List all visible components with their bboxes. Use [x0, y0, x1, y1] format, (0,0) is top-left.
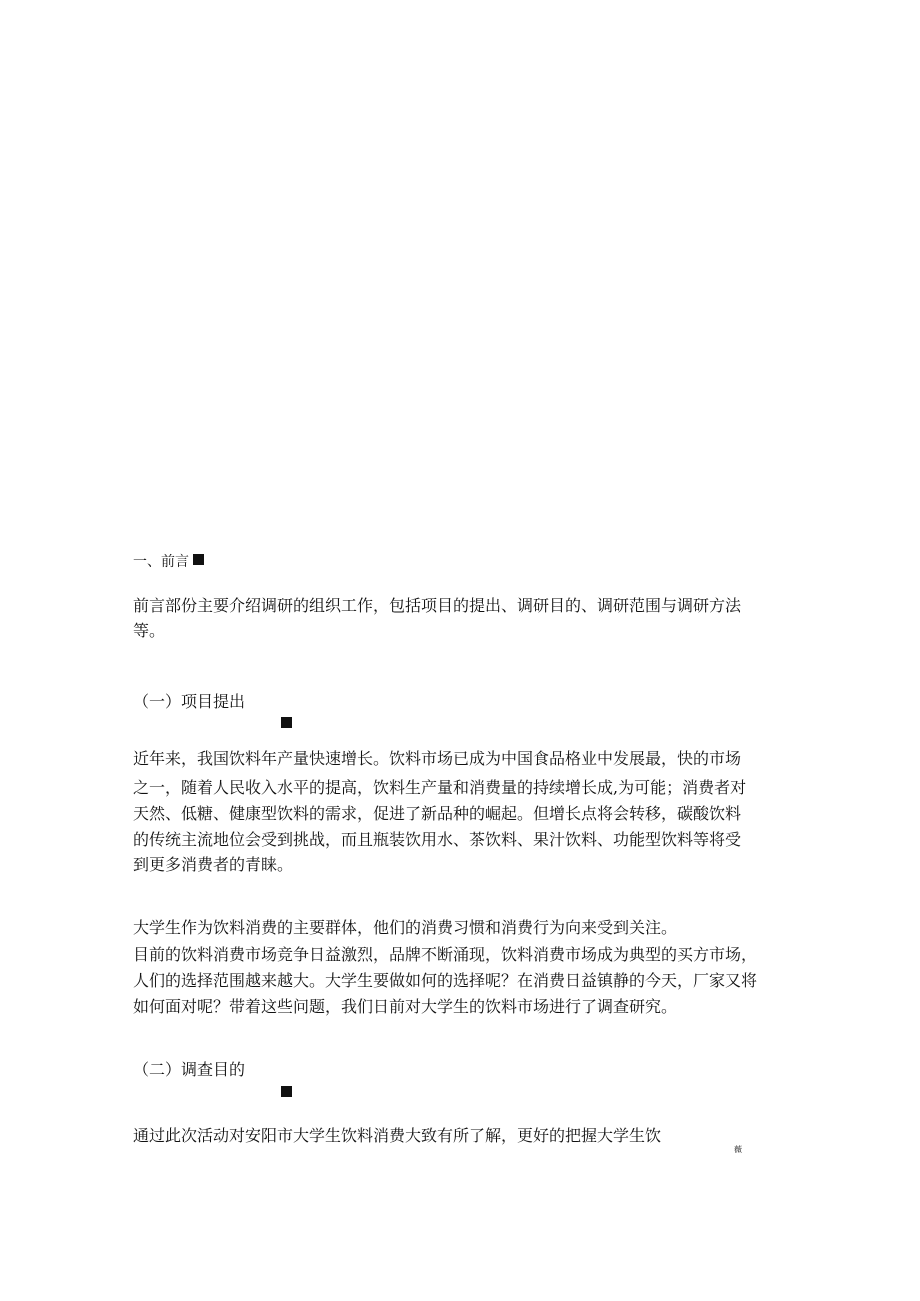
square-bullet-icon	[193, 554, 204, 565]
proposal-paragraph-line: 到更多消费者的青睐。	[133, 855, 294, 874]
proposal-paragraph-line: 之一，随着人民收入水平的提高，饮料生产量和消费量的持续增长成,为可能；消费者对	[133, 778, 747, 797]
section-heading-preface: 一、前言	[133, 554, 189, 570]
proposal-paragraph-line: 的传统主流地位会受到挑战，而且瓶装饮用水、茶饮料、果汁饮料、功能型饮料等将受	[133, 830, 742, 849]
proposal-paragraph2-line: 人们的选择范围越来越大。大学生要做如何的选择呢？在消费日益镇静的今天，厂家又将	[133, 971, 758, 990]
proposal-paragraph-line: 天然、低糖、健康型饮料的需求，促进了新品种的崛起。但增长点将会转移，碳酸饮料	[133, 804, 742, 823]
section-heading-survey-purpose: （二）调查目的	[133, 1060, 246, 1079]
square-bullet-icon	[281, 1086, 292, 1097]
section-heading-project-proposal: （一）项目提出	[133, 692, 246, 711]
preface-paragraph-line-2: 等。	[133, 621, 166, 640]
purpose-paragraph-line: 通过此次活动对安阳市大学生饮料消费大致有所了解，更好的把握大学生饮	[133, 1126, 662, 1145]
square-bullet-icon	[281, 717, 292, 728]
proposal-paragraph2-line: 目前的饮料消费市场竞争日益激烈，品牌不断涌现，饮料消费市场成为典型的买方市场，	[133, 945, 758, 964]
proposal-paragraph2-line: 大学生作为饮料消费的主要群体，他们的消费习惯和消费行为向来受到关注。	[133, 918, 678, 937]
proposal-paragraph-line: 近年来，我国饮料年产量快速增长。饮料市场已成为中国食品格业中发展最，快的市场	[133, 749, 742, 768]
preface-paragraph-line-1: 前言部份主要介绍调研的组织工作，包括项目的提出、调研目的、调研范围与调研方法	[133, 596, 742, 615]
proposal-paragraph2-line: 如何面对呢？带着这些问题，我们日前对大学生的饮料市场进行了调查研究。	[133, 997, 678, 1016]
footer-mark: 薇	[734, 1145, 742, 1154]
